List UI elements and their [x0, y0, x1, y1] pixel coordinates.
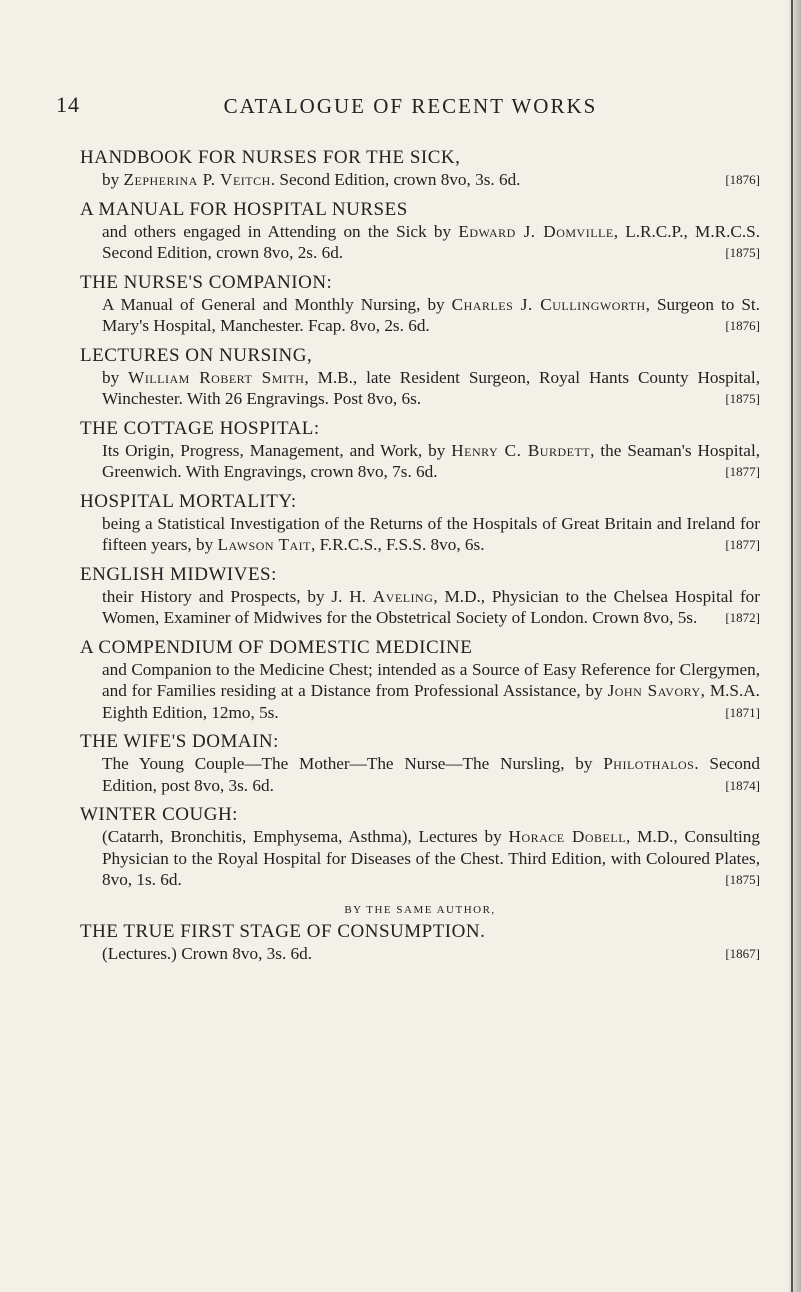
entry-author: Edward J. Domville: [458, 221, 614, 241]
entry-title: A MANUAL FOR HOSPITAL NURSES: [80, 198, 408, 220]
entry-author: Lawson Tait: [217, 535, 312, 554]
entry-year: [1875]: [725, 245, 760, 260]
catalogue-list: [80, 146, 760, 971]
catalogue-entry: [80, 344, 760, 410]
binding-edge: [791, 0, 793, 1292]
catalogue-entry: [80, 490, 760, 556]
catalogue-entry: [80, 803, 760, 891]
entry-description: their History and Prospects, by J. H. Aveling, M.D., Physician to the Chelsea Hospital for Women, Examiner of Midwives for the Obstetrical Society of London. Crown 8vo, 5s. [1872]: [102, 586, 761, 627]
page-header: [0, 92, 801, 122]
entry-year: [1874]: [725, 777, 760, 793]
entry-author: Horace Dobell: [508, 827, 627, 846]
entry-title: A COMPENDIUM OF DOMESTIC MEDICINE: [80, 636, 473, 658]
catalogue-entry: [80, 198, 760, 264]
entry-year: [1877]: [725, 464, 760, 479]
catalogue-entry: [80, 271, 760, 337]
catalogue-entry: [80, 563, 760, 629]
entry-year: [1876]: [725, 172, 760, 187]
entry-description: being a Statistical Investigation of the Returns of the Hospitals of Great Britain and Ireland for fifteen years, by Lawson Tait, F.R.C.S., F.S.S. 8vo, 6s. [1877]: [102, 513, 760, 554]
entry-author: Charles J. Cullingworth: [451, 294, 646, 314]
catalogue-entry: [80, 730, 760, 796]
entry-year: [1871]: [725, 704, 760, 720]
entry-title: HANDBOOK FOR NURSES FOR THE SICK,: [80, 147, 461, 168]
entry-title: ENGLISH MIDWIVES:: [80, 563, 277, 585]
entry-description: The Young Couple—The Mother—The Nurse—The Nursling, by Philothalos. Second Edition, post 8vo, 3s. 6d. [1874]: [102, 754, 760, 795]
entry-title: HOSPITAL MORTALITY:: [80, 490, 297, 512]
page-edge-shadow: [787, 0, 801, 1292]
entry-description: by Zepherina P. Veitch. Second Edition, crown 8vo, 3s. 6d. [1876]: [102, 170, 760, 189]
entry-description: (Lectures.) Crown 8vo, 3s. 6d. [1867]: [102, 943, 760, 963]
entry-author: Aveling: [372, 586, 434, 606]
catalogue-entry: [80, 146, 760, 191]
entry-author: Henry C. Burdett: [451, 440, 591, 460]
entry-year: [1867]: [725, 945, 760, 961]
by-same-author-heading: BY THE SAME AUTHOR,: [344, 903, 496, 916]
entry-title: WINTER COUGH:: [80, 804, 238, 825]
running-title: CATALOGUE OF RECENT WORKS: [223, 94, 598, 118]
entry-year: [1877]: [725, 537, 760, 552]
entry-description: and others engaged in Attending on the Sick by Edward J. Domville, L.R.C.P., M.R.C.S. Second Edition, crown 8vo, 2s. 6d. [1875]: [102, 221, 760, 262]
entry-year: [1876]: [725, 318, 760, 333]
entry-description: (Catarrh, Bronchitis, Emphysema, Asthma), Lectures by Horace Dobell, M.D., Consulting Physician to the Royal Hospital for Diseases of the Chest. Third Edition, with Coloured Plates, 8vo, 1s. 6d. [1875]: [102, 827, 760, 889]
entry-title: THE COTTAGE HOSPITAL:: [80, 417, 320, 439]
entry-description: and Companion to the Medicine Chest; intended as a Source of Easy Reference for Clergymen, and for Families residing at a Distance from Professional Assistance, by John Savory, M.S.A. Eighth Edition, 12mo, 5s. [1871]: [102, 659, 760, 722]
entry-author: Zepherina P. Veitch: [123, 170, 271, 189]
entry-author: William Robert Smith: [128, 367, 305, 387]
page-number: 14: [56, 92, 80, 117]
entry-title: THE NURSE'S COMPANION:: [80, 271, 333, 293]
entry-author: Philothalos: [603, 754, 695, 773]
entry-year: [1872]: [725, 610, 760, 625]
entry-description: by William Robert Smith, M.B., late Resident Surgeon, Royal Hants County Hospital, Winchester. With 26 Engravings. Post 8vo, 6s. [1875]: [102, 367, 760, 408]
catalogue-entry: [80, 920, 760, 965]
entry-description: Its Origin, Progress, Management, and Work, by Henry C. Burdett, the Seaman's Hospital, Greenwich. With Engravings, crown 8vo, 7s. 6d. [1877]: [102, 440, 761, 481]
entry-year: [1875]: [725, 391, 760, 406]
entry-description: A Manual of General and Monthly Nursing, by Charles J. Cullingworth, Surgeon to St. Mary's Hospital, Manchester. Fcap. 8vo, 2s. 6d. [1876]: [102, 294, 760, 335]
catalogue-entry: [80, 636, 760, 724]
entry-title: LECTURES ON NURSING,: [80, 344, 313, 366]
catalogue-entry: [80, 417, 760, 483]
entry-title: THE WIFE'S DOMAIN:: [80, 731, 279, 752]
entry-author: John Savory: [607, 681, 701, 700]
entry-title: THE TRUE FIRST STAGE OF CONSUMPTION.: [80, 920, 486, 942]
entry-year: [1875]: [725, 872, 760, 887]
